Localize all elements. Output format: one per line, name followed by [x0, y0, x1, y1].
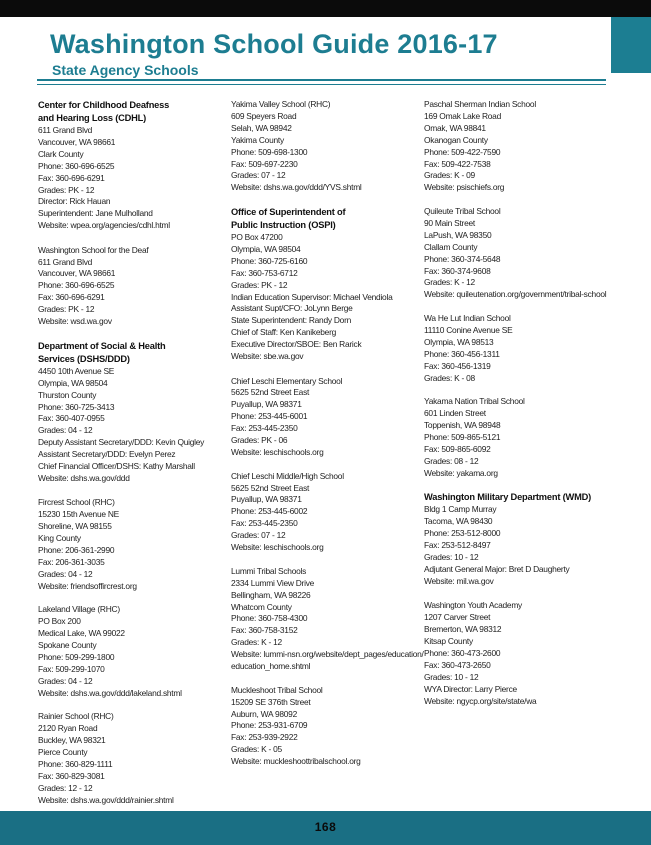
entry-name: Public Instruction (OSPI): [231, 220, 336, 231]
entry-line: Yakima County: [231, 134, 284, 145]
entry-line: Whatcom County: [231, 601, 292, 612]
page-number: 168: [314, 820, 337, 834]
entry-line: Medical Lake, WA 99022: [38, 628, 125, 639]
column-3: [424, 99, 609, 719]
entry-name: Fircrest School (RHC): [38, 497, 115, 508]
entry-name: Muckleshoot Tribal School: [231, 684, 323, 695]
entry-fax: Fax: 253-512-8497: [424, 540, 491, 551]
entry-line: Indian Education Supervisor: Michael Vendiola: [231, 291, 393, 302]
entry-fax: Fax: 360-473-2650: [424, 659, 491, 670]
entry-grades: Grades: 10 - 12: [424, 552, 479, 563]
directory-entry: [424, 206, 609, 301]
entry-line: Shoreline, WA 98155: [38, 521, 112, 532]
entry-line: 169 Omak Lake Road: [424, 110, 501, 121]
entry-name: Chief Leschi Elementary School: [231, 375, 343, 386]
entry-line: 2120 Ryan Road: [38, 723, 98, 734]
entry-line: Chief Financial Officer/DSHS: Kathy Marshall: [38, 461, 195, 472]
entry-line: 4450 10th Avenue SE: [38, 365, 115, 376]
entry-name: Quileute Tribal School: [424, 206, 501, 217]
entry-fax: Fax: 360-456-1319: [424, 360, 491, 371]
entry-fax: Fax: 253-445-2350: [231, 423, 298, 434]
entry-line: Olympia, WA 98513: [424, 336, 494, 347]
entry-phone: Phone: 509-422-7590: [424, 146, 501, 157]
directory-entry: [231, 565, 424, 673]
entry-grades: Grades: 07 - 12: [231, 530, 286, 541]
entry-grades: Grades: K - 05: [231, 744, 282, 755]
entry-phone: Phone: 253-931-6709: [231, 720, 308, 731]
entry-grades: Grades: PK - 12: [231, 279, 288, 290]
entry-phone: Phone: 360-725-6160: [231, 255, 308, 266]
entry-line: Clark County: [38, 148, 84, 159]
directory-entry: [38, 99, 223, 232]
entry-name: Services (DSHS/DDD): [38, 353, 130, 364]
directory-entry: [231, 376, 416, 459]
entry-line: Vancouver, WA 98661: [38, 268, 116, 279]
directory-entry: [231, 685, 416, 768]
entry-grades: Grades: 07 - 12: [231, 170, 286, 181]
entry-name: Wa He Lut Indian School: [424, 313, 511, 324]
entry-website: Website: friendsoffircrest.org: [38, 580, 137, 591]
entry-fax: Fax: 360-696-6291: [38, 292, 105, 303]
entry-name: Washington Military Department (WMD): [424, 492, 592, 503]
entry-line: 609 Speyers Road: [231, 110, 297, 121]
directory-entry: [38, 497, 223, 592]
entry-line: Puyallup, WA 98371: [231, 399, 302, 410]
directory-entry: [231, 99, 416, 194]
entry-name: and Hearing Loss (CDHL): [38, 113, 147, 123]
entry-phone: Phone: 360-696-6525: [38, 160, 115, 171]
entry-line: 2334 Lummi View Drive: [231, 577, 315, 588]
entry-grades: Grades: K - 09: [424, 170, 475, 181]
entry-phone: Phone: 206-361-2990: [38, 544, 115, 555]
header-rule-thin: [37, 84, 606, 85]
directory-entry: [424, 491, 609, 587]
entry-line: Executive Director/SBOE: Ben Rarick: [231, 339, 362, 350]
entry-line: Kitsap County: [424, 636, 473, 647]
entry-fax: Fax: 360-374-9608: [424, 265, 491, 276]
entry-fax: Fax: 509-422-7538: [424, 158, 491, 169]
entry-line: Puyallup, WA 98371: [231, 494, 302, 505]
entry-grades: Grades: 04 - 12: [38, 675, 93, 686]
entry-grades: Grades: PK - 06: [231, 435, 288, 446]
entry-line: Thurston County: [38, 389, 97, 400]
entry-grades: Grades: K - 12: [424, 277, 475, 288]
entry-line: education_home.shtml: [231, 661, 311, 672]
entry-line: Superintendent: Jane Mulholland: [38, 208, 153, 219]
entry-line: Assistant Supt/CFO: JoLynn Berge: [231, 303, 353, 314]
entry-phone: Phone: 360-374-5648: [424, 253, 501, 264]
entry-grades: Grades: 04 - 12: [38, 568, 93, 579]
entry-fax: Fax: 253-939-2922: [231, 732, 298, 743]
entry-website: Website: lummi-nsn.org/website/dept_pages/education/: [231, 649, 424, 660]
entry-name: Center for Childhood Deafness: [38, 100, 170, 110]
entry-phone: Phone: 253-512-8000: [424, 528, 501, 539]
entry-fax: Fax: 360-758-3152: [231, 625, 298, 636]
entry-line: 15230 15th Avenue NE: [38, 509, 119, 520]
entry-name: Department of Social & Health: [38, 340, 166, 351]
entry-fax: Fax: 509-697-2230: [231, 158, 298, 169]
entry-name: Yakima Valley School (RHC): [231, 99, 331, 109]
entry-website: Website: dshs.wa.gov/ddd/rainier.shtml: [38, 794, 174, 805]
entry-name: Lummi Tribal Schools: [231, 565, 307, 576]
entry-line: Bldg 1 Camp Murray: [424, 504, 497, 515]
entry-line: Director: Rick Hauan: [38, 196, 111, 207]
entry-line: 90 Main Street: [424, 217, 475, 228]
entry-line: Deputy Assistant Secretary/DDD: Kevin Quigley: [38, 437, 205, 448]
top-black-bar: [0, 0, 651, 17]
directory-entry: [424, 396, 609, 479]
entry-line: LaPush, WA 98350: [424, 229, 492, 240]
entry-line: Tacoma, WA 98430: [424, 516, 493, 527]
entry-fax: Fax: 360-753-6712: [231, 267, 298, 278]
entry-line: Olympia, WA 98504: [38, 377, 108, 388]
entry-phone: Phone: 509-698-1300: [231, 146, 308, 157]
column-2: [231, 99, 424, 780]
entry-line: Olympia, WA 98504: [231, 243, 301, 254]
entry-phone: Phone: 360-473-2600: [424, 647, 501, 658]
edge-color-tab: [611, 17, 651, 73]
entry-website: Website: leschischools.org: [231, 446, 324, 457]
section-subtitle: State Agency Schools: [52, 62, 199, 78]
entry-website: Website: psischiefs.org: [424, 182, 505, 193]
entry-line: Toppenish, WA 98948: [424, 420, 501, 431]
entry-grades: Grades: K - 12: [231, 637, 282, 648]
header-rule-thick: [37, 79, 606, 81]
entry-line: Okanogan County: [424, 134, 488, 145]
entry-website: Website: ngycp.org/site/state/wa: [424, 695, 537, 706]
entry-website: Website: mil.wa.gov: [424, 575, 494, 586]
entry-line: Pierce County: [38, 747, 88, 758]
entry-website: Website: muckleshoottribalschool.org: [231, 756, 361, 767]
entry-line: 611 Grand Blvd: [38, 125, 93, 135]
entry-fax: Fax: 509-299-1070: [38, 663, 105, 674]
entry-line: Auburn, WA 98092: [231, 708, 297, 719]
entry-website: Website: dshs.wa.gov/ddd/lakeland.shtml: [38, 687, 182, 698]
entry-line: Buckley, WA 98321: [38, 735, 106, 746]
entry-name: Chief Leschi Middle/High School: [231, 470, 344, 481]
directory-entry: [38, 340, 223, 485]
entry-phone: Phone: 509-299-1800: [38, 652, 115, 663]
page-title: Washington School Guide 2016-17: [50, 29, 498, 59]
entry-line: Adjutant General Major: Bret D Daugherty: [424, 564, 570, 574]
entry-line: 601 Linden Street: [424, 408, 486, 419]
entry-grades: Grades: 04 - 12: [38, 425, 93, 436]
entry-phone: Phone: 360-696-6525: [38, 280, 115, 291]
entry-grades: Grades: 08 - 12: [424, 455, 479, 466]
entry-website: Website: dshs.wa.gov/ddd/YVS.shtml: [231, 182, 362, 193]
entry-phone: Phone: 360-829-1111: [38, 759, 113, 770]
entry-name: Lakeland Village (RHC): [38, 604, 120, 615]
entry-website: Website: dshs.wa.gov/ddd: [38, 472, 130, 483]
directory-entry: [38, 711, 223, 806]
entry-name: Rainier School (RHC): [38, 711, 114, 722]
entry-phone: Phone: 360-758-4300: [231, 613, 308, 624]
directory-entry: [38, 604, 223, 699]
directory-entry: [424, 99, 609, 194]
entry-name: Office of Superintendent of: [231, 207, 346, 218]
entry-line: 5625 52nd Street East: [231, 482, 310, 493]
entry-grades: Grades: K - 08: [424, 372, 475, 383]
entry-phone: Phone: 360-456-1311: [424, 348, 500, 359]
entry-fax: Fax: 360-829-3081: [38, 770, 105, 781]
entry-line: Omak, WA 98841: [424, 122, 486, 133]
entry-name: Washington Youth Academy: [424, 600, 522, 611]
entry-line: Selah, WA 98942: [231, 122, 292, 133]
entry-line: WYA Director: Larry Pierce: [424, 683, 517, 694]
directory-entry: [424, 313, 609, 384]
entry-fax: Fax: 253-445-2350: [231, 518, 298, 529]
entry-line: Assistant Secretary/DDD: Evelyn Perez: [38, 449, 176, 460]
entry-name: Washington School for the Deaf: [38, 244, 149, 255]
entry-line: Chief of Staff: Ken Kanikeberg: [231, 327, 337, 338]
entry-phone: Phone: 253-445-6002: [231, 506, 308, 517]
entry-website: Website: leschischools.org: [231, 542, 324, 553]
entry-fax: Fax: 509-865-6092: [424, 443, 491, 454]
entry-name: Paschal Sherman Indian School: [424, 99, 536, 109]
entry-grades: Grades: PK - 12: [38, 184, 95, 195]
entry-line: King County: [38, 533, 81, 544]
entry-line: Bremerton, WA 98312: [424, 624, 502, 635]
entry-fax: Fax: 360-407-0955: [38, 413, 105, 424]
directory-entry: [424, 600, 609, 707]
directory-entry: [231, 206, 416, 363]
entry-website: Website: yakama.org: [424, 467, 498, 478]
entry-website: Website: wsd.wa.gov: [38, 316, 112, 327]
entry-line: Spokane County: [38, 640, 97, 651]
entry-line: Bellingham, WA 98226: [231, 589, 311, 600]
entry-line: PO Box 200: [38, 616, 81, 627]
entry-website: Website: quileutenation.org/government/tribal-school: [424, 289, 607, 300]
entry-fax: Fax: 360-696-6291: [38, 172, 105, 183]
entry-grades: Grades: PK - 12: [38, 304, 95, 315]
entry-line: 611 Grand Blvd: [38, 256, 93, 267]
entry-phone: Phone: 253-445-6001: [231, 411, 308, 422]
entry-website: Website: sbe.wa.gov: [231, 351, 304, 362]
directory-entry: [38, 245, 223, 328]
entry-name: Yakama Nation Tribal School: [424, 396, 525, 407]
entry-line: Clallam County: [424, 241, 478, 252]
entry-grades: Grades: 10 - 12: [424, 671, 479, 682]
entry-line: 5625 52nd Street East: [231, 387, 310, 398]
entry-line: 11110 Conine Avenue SE: [424, 325, 513, 335]
directory-entry: [231, 471, 416, 554]
column-1: [38, 99, 223, 819]
entry-line: Vancouver, WA 98661: [38, 136, 116, 147]
entry-phone: Phone: 360-725-3413: [38, 401, 115, 412]
entry-line: 1207 Carver Street: [424, 612, 491, 623]
entry-website: Website: wpea.org/agencies/cdhl.html: [38, 220, 170, 231]
entry-line: PO Box 47200: [231, 232, 283, 243]
entry-fax: Fax: 206-361-3035: [38, 556, 105, 567]
entry-phone: Phone: 509-865-5121: [424, 432, 501, 443]
entry-line: State Superintendent: Randy Dorn: [231, 315, 352, 326]
entry-grades: Grades: 12 - 12: [38, 782, 93, 793]
entry-line: 15209 SE 376th Street: [231, 696, 311, 707]
